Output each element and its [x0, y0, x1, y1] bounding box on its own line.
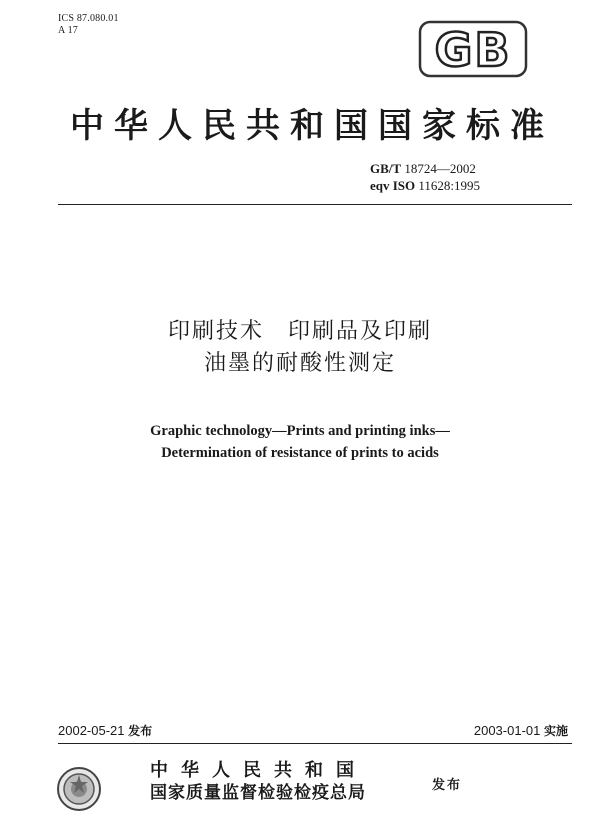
ccs-code: A 17: [58, 25, 78, 36]
english-title-line-2: Determination of resistance of prints to acids: [161, 445, 439, 461]
standard-number-row: [370, 160, 570, 177]
english-title-line-1: Graphic technology—Prints and printing inks—: [150, 423, 450, 439]
chinese-title-line-1: 印刷技术 印刷品及印刷: [167, 319, 432, 344]
implement-label: 实施: [543, 724, 568, 738]
issue-label: 发布: [128, 724, 153, 738]
english-title: [0, 420, 600, 464]
emblem-seal-icon: [56, 766, 102, 812]
standard-number: 18724—2002: [404, 161, 476, 176]
equivalence-prefix: eqv ISO: [370, 178, 416, 193]
publish-label: 发布: [432, 778, 463, 793]
issue-date-block: [58, 722, 152, 739]
issuer-line-1: 中华人民共和国: [150, 760, 367, 781]
issue-date: 2002-05-21: [58, 723, 125, 738]
standard-type-heading: 中华人民共和国国家标准: [70, 106, 554, 146]
issuer-line-2: 国家质量监督检验检疫总局: [150, 783, 366, 803]
classification-codes: [58, 13, 119, 37]
issuing-authority: [150, 760, 430, 804]
standard-codes: [370, 160, 570, 194]
implement-date: 2003-01-01: [473, 723, 541, 738]
ics-code: ICS 87.080.01: [58, 13, 119, 24]
bottom-divider: [58, 743, 572, 744]
implement-date-block: [474, 722, 568, 739]
top-divider: [58, 204, 572, 205]
standard-number-prefix: GB/T: [370, 161, 402, 176]
chinese-title: [0, 316, 600, 380]
chinese-title-line-2: 油墨的耐酸性测定: [203, 351, 396, 376]
gb-logo: [418, 20, 528, 78]
equivalence-row: [370, 177, 570, 194]
equivalence-standard: 11628:1995: [418, 178, 481, 193]
gb-logo-text: GB: [434, 23, 512, 77]
